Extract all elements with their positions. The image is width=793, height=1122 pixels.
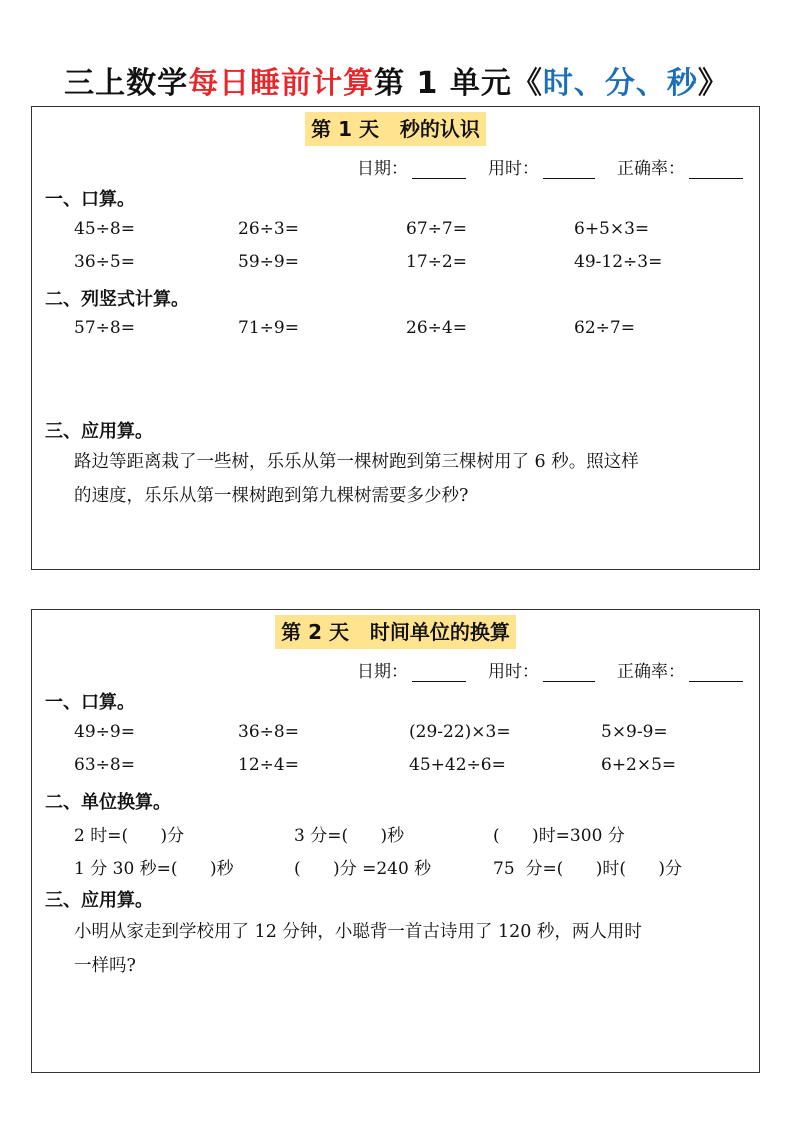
day1-heading (32, 112, 759, 146)
day1-heading-text: 第 1 天 秒的认识 (305, 112, 486, 146)
oral-item: 45÷8= (74, 219, 135, 239)
title-close: 》 (697, 66, 729, 101)
conversion-item: 1 分 30 秒=( )秒 (74, 859, 234, 879)
oral-item: 6+5×3= (574, 219, 650, 239)
accuracy-blank[interactable] (689, 663, 743, 682)
date-label: 日期： (357, 662, 408, 682)
oral-item: 63÷8= (74, 755, 135, 775)
day2-section-conversion: 二、单位换算。 (45, 792, 171, 813)
time-label: 用时： (488, 159, 539, 179)
day1-section-oral: 一、口算。 (45, 189, 135, 210)
time-blank[interactable] (543, 663, 595, 682)
date-blank[interactable] (412, 663, 466, 682)
page-title (0, 58, 793, 102)
day2-problem-line1: 小明从家走到学校用了 12 分钟，小聪背一首古诗用了 120 秒，两人用时 (74, 922, 642, 942)
vertical-item: 26÷4= (406, 318, 467, 338)
day1-section-application: 三、应用算。 (45, 421, 153, 442)
date-blank[interactable] (412, 160, 466, 179)
day2-problem-line2: 一样吗? (74, 956, 136, 976)
title-topic: 时、分、秒 (542, 66, 698, 101)
day2-problem (74, 915, 754, 983)
accuracy-label: 正确率： (617, 159, 685, 179)
title-unit: 第 1 单元《 (374, 66, 543, 101)
day2-meta (357, 657, 743, 682)
oral-item: 6+2×5= (601, 755, 677, 775)
vertical-item: 71÷9= (238, 318, 299, 338)
oral-item: 26÷3= (238, 219, 299, 239)
oral-item: 45+42÷6= (409, 755, 506, 775)
conversion-item: 3 分=( )秒 (294, 826, 405, 846)
oral-item: 49-12÷3= (574, 252, 663, 272)
oral-item: 49÷9= (74, 722, 135, 742)
day2-heading (32, 615, 759, 649)
oral-item: 17÷2= (406, 252, 467, 272)
day1-problem-line2: 的速度，乐乐从第一棵树跑到第九棵树需要多少秒? (74, 486, 469, 506)
oral-item: 59÷9= (238, 252, 299, 272)
accuracy-label: 正确率： (617, 662, 685, 682)
day2-section-oral: 一、口算。 (45, 692, 135, 713)
day1-problem-line1: 路边等距离栽了一些树，乐乐从第一棵树跑到第三棵树用了 6 秒。照这样 (74, 452, 639, 472)
day1-card (31, 106, 760, 570)
date-label: 日期： (357, 159, 408, 179)
conversion-item: ( )分 =240 秒 (294, 859, 432, 879)
day2-section-application: 三、应用算。 (45, 890, 153, 911)
oral-item: 36÷5= (74, 252, 135, 272)
day1-section-vertical: 二、列竖式计算。 (45, 289, 189, 310)
accuracy-blank[interactable] (689, 160, 743, 179)
oral-item: 5×9-9= (601, 722, 668, 742)
conversion-item: 2 时=( )分 (74, 826, 185, 846)
vertical-item: 57÷8= (74, 318, 135, 338)
conversion-item: ( )时=300 分 (493, 826, 625, 846)
time-blank[interactable] (543, 160, 595, 179)
time-label: 用时： (488, 662, 539, 682)
title-daily: 每日睡前计算 (188, 66, 375, 101)
oral-item: (29-22)×3= (409, 722, 511, 742)
vertical-item: 62÷7= (574, 318, 635, 338)
oral-item: 36÷8= (238, 722, 299, 742)
day2-card (31, 609, 760, 1073)
day2-heading-text: 第 2 天 时间单位的换算 (275, 615, 516, 649)
oral-item: 12÷4= (238, 755, 299, 775)
conversion-item: 75 分=( )时( )分 (493, 859, 683, 879)
day1-problem (74, 445, 754, 513)
oral-item: 67÷7= (406, 219, 467, 239)
title-grade: 三上数学 (64, 66, 189, 101)
day1-meta (357, 154, 743, 179)
